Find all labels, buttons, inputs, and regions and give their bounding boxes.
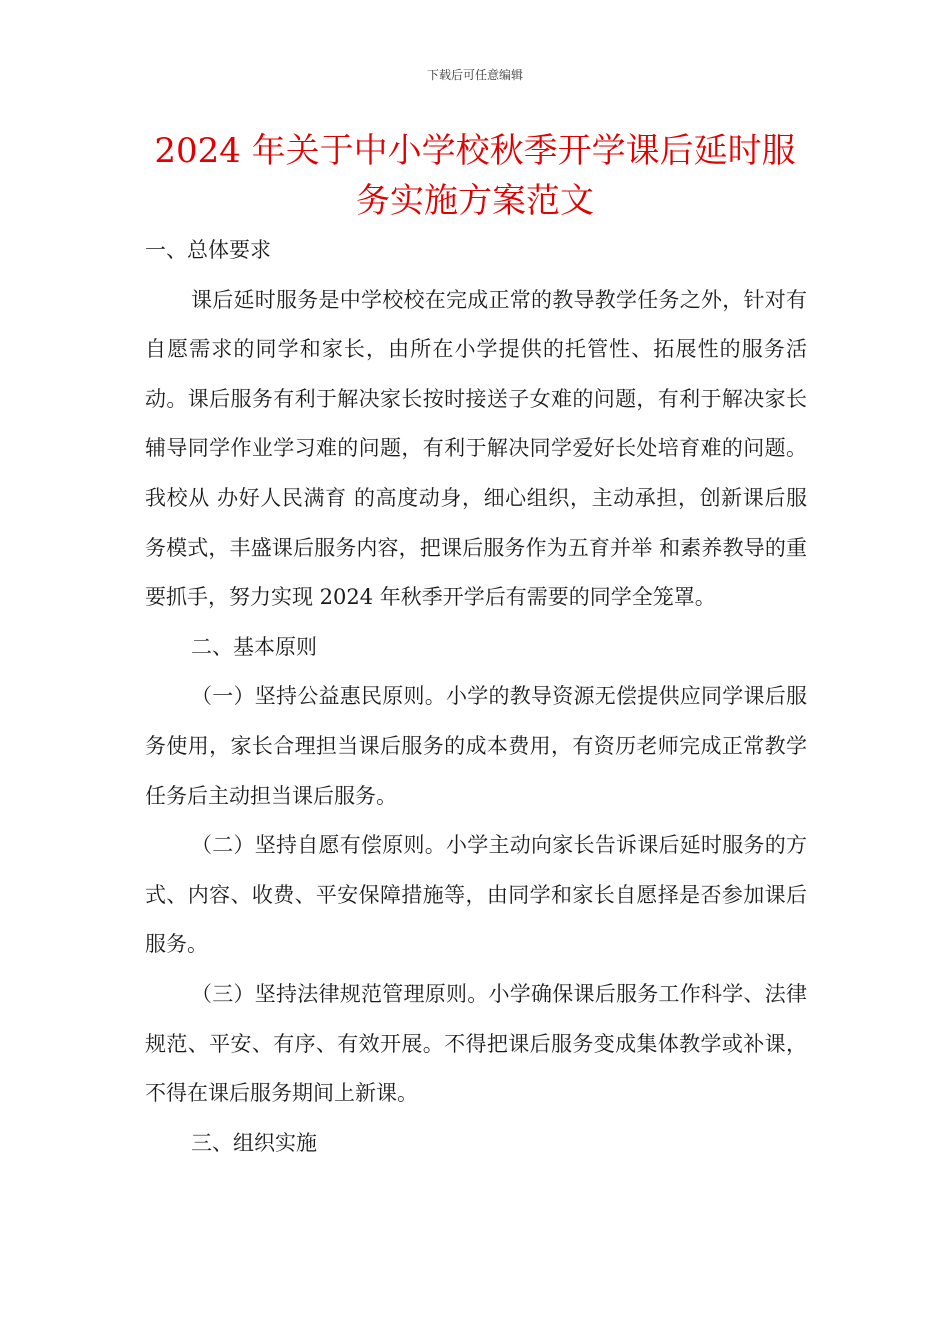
document-body [145, 226, 807, 1168]
section-heading-2: 二、基本原则 [191, 634, 317, 659]
header-note: 下载后可任意编辑 [426, 68, 523, 82]
paragraph-principle-1: （一）坚持公益惠民原则。小学的教导资源无偿提供应同学课后服务使用，家长合理担当课后服务的成本费用，有资历老师完成正常教学任务后主动担当课后服务。 [145, 684, 807, 808]
paragraph-principle-2: （二）坚持自愿有偿原则。小学主动向家长告诉课后延时服务的方式、内容、收费、平安保障措施等，由同学和家长自愿择是否参加课后服务。 [145, 833, 807, 957]
title-line-2: 务实施方案范文 [356, 181, 594, 221]
document-title [100, 126, 850, 226]
section-heading-3: 三、组织实施 [191, 1130, 317, 1155]
paragraph-principle-3: （三）坚持法律规范管理原则。小学确保课后服务工作科学、法律规范、平安、有序、有效开展。不得把课后服务变成集体教学或补课，不得在课后服务期间上新课。 [145, 981, 807, 1106]
paragraph-overall-requirements: 课后延时服务是中学校校在完成正常的教导教学任务之外，针对有自愿需求的同学和家长，由所在小学提供的托管性、拓展性的服务活动。课后服务有利于解决家长按时接送子女难的问题，有利于解决家长辅导同学作业学习难的问题，有利于解决同学爱好长处培育难的问题。我校从 办好人民满育 的高度动身，细心组织，主动承担，创新课后服务模式，丰盛课后服务内容，把课后服务作为五育并举 和素养教导的重要抓手，努力实现 2024 年秋季开学后有需要的同学全笼罩。 [145, 287, 807, 610]
title-line-1: 2024 年关于中小学校秋季开学课后延时服 [154, 131, 796, 171]
section-heading-1: 一、总体要求 [145, 238, 271, 262]
